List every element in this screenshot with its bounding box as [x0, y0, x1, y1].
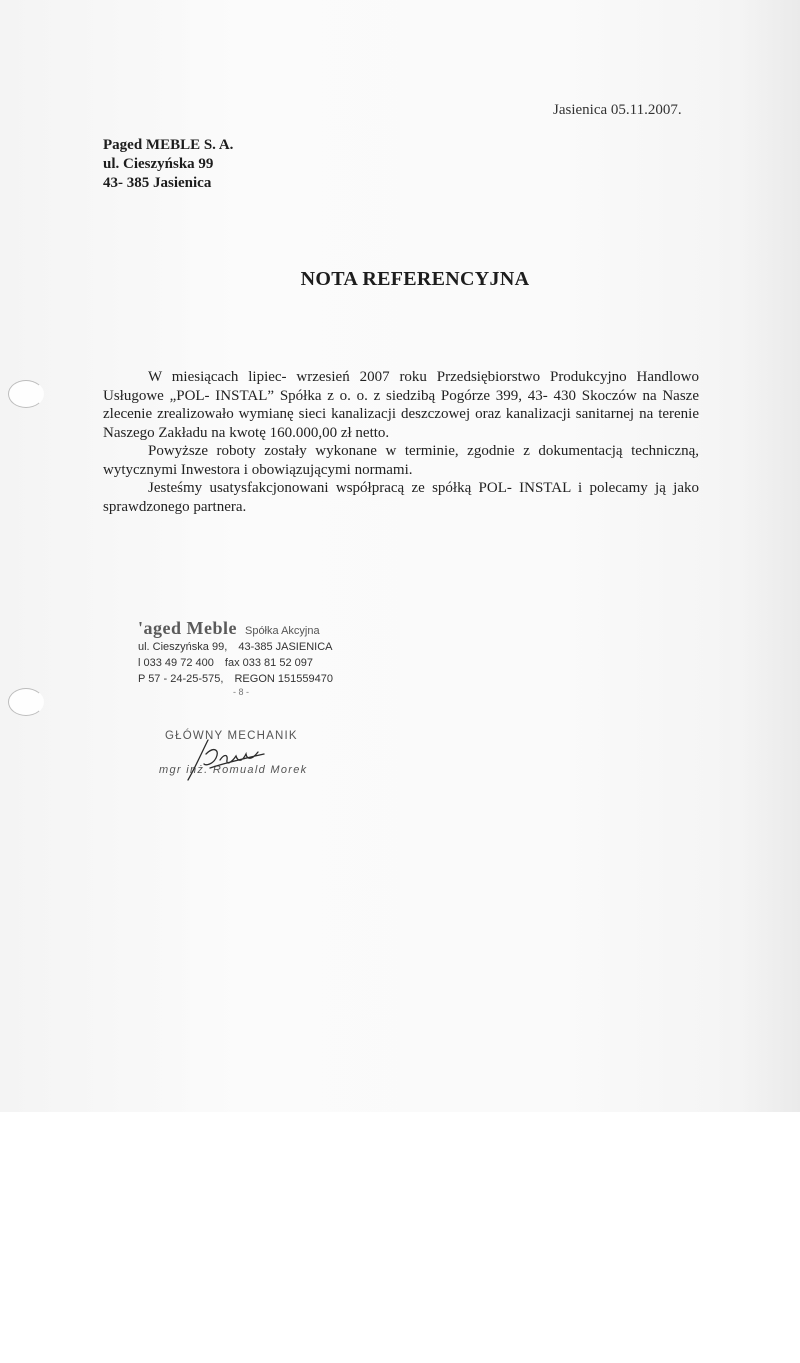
stamp-postal-city: 43-385 JASIENICA	[238, 641, 333, 653]
letter-body	[103, 368, 699, 516]
stamp-street: ul. Cieszyńska 99,	[138, 641, 228, 653]
recipient-name: Paged MEBLE S. A.	[103, 137, 234, 153]
signer-name: mgr inż. Romuald Morek	[159, 764, 308, 776]
stamp-regon: REGON 151559470	[234, 673, 333, 685]
recipient-city: 43- 385 Jasienica	[103, 175, 212, 191]
stamp-nip: P 57 - 24-25-575,	[138, 673, 224, 685]
handwritten-signature	[180, 732, 270, 802]
recipient-address	[103, 136, 233, 193]
date-line: Jasienica 05.11.2007.	[553, 102, 682, 118]
document-title: NOTA REFERENCYJNA	[300, 268, 530, 290]
punch-hole-top	[8, 380, 44, 408]
stamp-fax: fax 033 81 52 097	[224, 657, 313, 669]
company-stamp	[138, 618, 363, 697]
stamp-phone: l 033 49 72 400	[138, 657, 214, 669]
stamp-phone-line	[138, 655, 363, 671]
body-paragraph: W miesiącach lipiec- wrzesień 2007 roku Przedsiębiorstwo Produkcyjno Handlowo Usługowe „POL- INSTAL” Spółka z o. o. z siedzibą Pogórze 399, 43- 430 Skoczów na Nasze zlecenie zrealizowało wymianę sieci kanalizacji deszczowej oraz kanalizacji sanitarnej na terenie Naszego Zakładu na kwotę 160.000,00 zł netto.	[103, 369, 699, 441]
stamp-registry-line	[138, 671, 363, 687]
signer-role: GŁÓWNY MECHANIK	[165, 730, 298, 742]
recipient-street: ul. Cieszyńska 99	[103, 156, 214, 172]
body-paragraph: Powyższe roboty zostały wykonane w terminie, zgodnie z dokumentacją techniczną, wytycznymi Inwestora i obowiązującymi normami.	[103, 443, 699, 478]
stamp-address-line	[138, 639, 363, 655]
body-paragraph: Jesteśmy usatysfakcjonowani współpracą ze spółką POL- INSTAL i polecamy ją jako sprawdzonego partnera.	[103, 480, 699, 515]
punch-hole-bottom	[8, 688, 44, 716]
stamp-mark: - 8 -	[233, 687, 250, 697]
stamp-company-type: Spółka Akcyjna	[244, 625, 320, 637]
stamp-company-name: 'aged Meble	[138, 618, 237, 638]
